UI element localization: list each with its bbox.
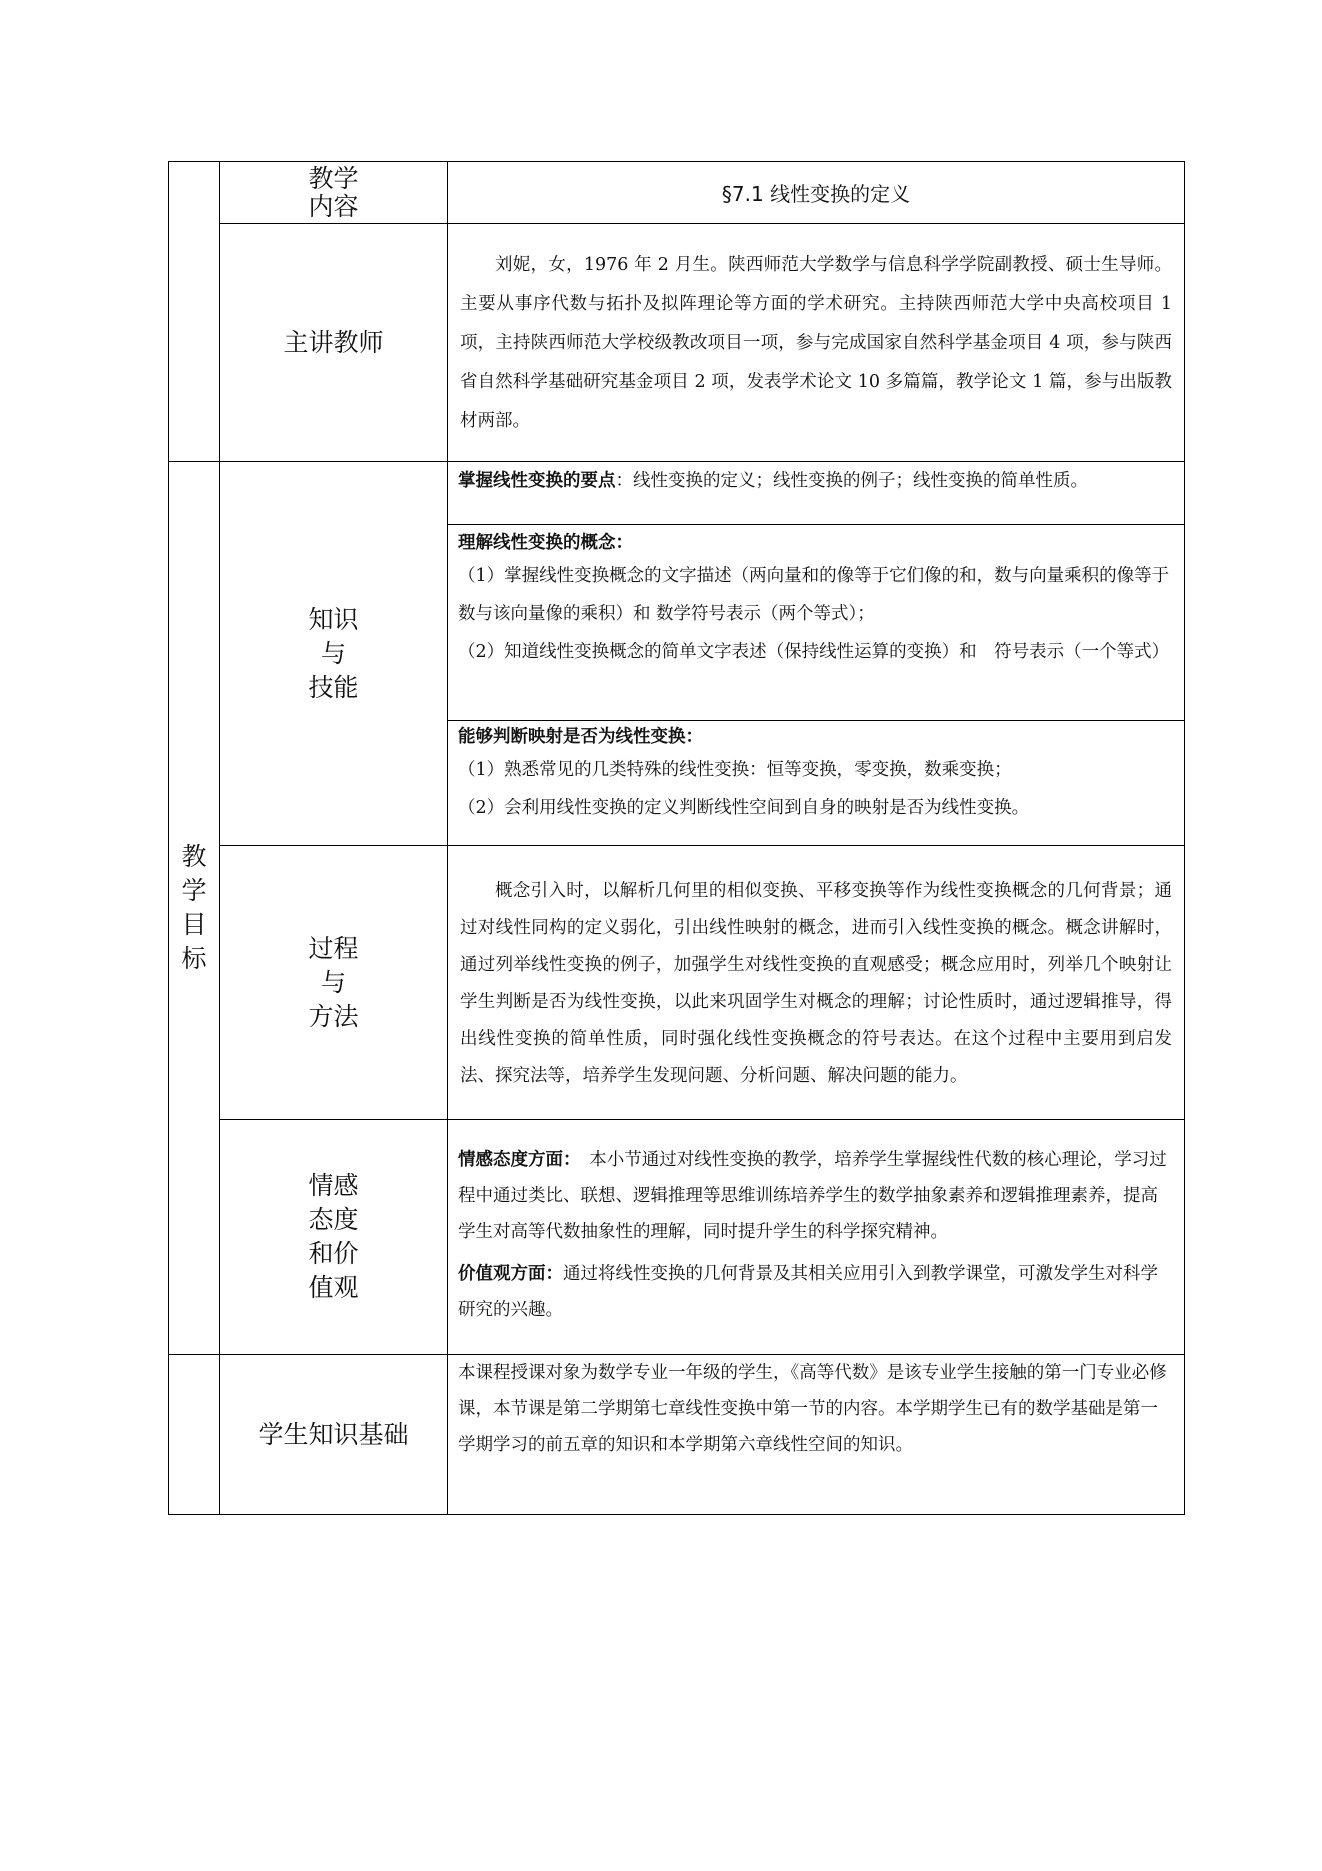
values-heading: 价值观方面：: [458, 1264, 563, 1284]
teacher-bio: 刘妮，女，1976 年 2 月生。陕西师范大学数学与信息科学学院副教授、硕士生导师。主要从事序代数与拓扑及拟阵理论等方面的学术研究。主持陕西师范大学中央高校项目 1 项，主持陕西师范大学校级教改项目一项，参与完成国家自然科学基金项目 4 项，参与陕西省自然科学基础研究基金项目 2 项，发表学术论文 10 多篇篇，教学论文 1 篇，参与出版教材两部。: [460, 255, 1172, 431]
emotion-cell: [448, 1120, 1185, 1355]
goals-char-1: 教: [181, 842, 207, 871]
emotion-label: [220, 1120, 448, 1355]
emotion-attitude-heading: 情感态度方面：: [458, 1150, 572, 1170]
content-row: [169, 162, 1185, 224]
emotion-label-line4: 值观: [308, 1273, 359, 1302]
knowledge-block-3-heading: 能够判断映射是否为线性变换：: [458, 726, 703, 747]
foundation-label: 学生知识基础: [220, 1355, 448, 1515]
process-label: [220, 846, 448, 1120]
foundation-row: [169, 1355, 1185, 1515]
knowledge-label-line2: 与: [320, 638, 346, 668]
knowledge-block-2-heading: 理解线性变换的概念：: [458, 532, 633, 553]
goals-char-3: 目: [181, 910, 207, 939]
process-cell: [448, 846, 1185, 1120]
lesson-plan-table: [168, 161, 1185, 1515]
goals-char-4: 标: [181, 944, 207, 973]
knowledge-row: [169, 462, 1185, 846]
teacher-bio-cell: [448, 224, 1185, 462]
emotion-attitude-paragraph: [448, 1140, 1184, 1256]
knowledge-block-1-text: ：线性变换的定义；线性变换的例子；线性变换的简单性质。: [615, 470, 1088, 491]
content-label-line2: 内容: [308, 191, 359, 221]
knowledge-block-3-item-1: （1）熟悉常见的几类特殊的线性变换：恒等变换，零变换，数乘变换；: [458, 759, 1012, 780]
teacher-label: 主讲教师: [220, 224, 448, 462]
knowledge-block-2-item-2: （2）知道线性变换概念的简单文字表述（保持线性运算的变换）和 符号表示（一个等式）: [458, 641, 1170, 662]
knowledge-block-3-item-2: （2）会利用线性变换的定义判断线性空间到自身的映射是否为线性变换。: [458, 797, 1030, 818]
process-text: 概念引入时，以解析几何里的相似变换、平移变换等作为线性变换概念的几何背景；通过对线性同构的定义弱化，引出线性映射的概念，进而引入线性变换的概念。概念讲解时，通过列举线性变换的例子，加强学生对线性变换的直观感受；概念应用时，列举几个映射让学生判断是否为线性变换，以此来巩固学生对概念的理解；讨论性质时，通过逻辑推导，得出线性变换的简单性质，同时强化线性变换概念的符号表达。在这个过程中主要用到启发法、探究法等，培养学生发现问题、分析问题、解决问题的能力。: [460, 880, 1172, 1086]
emotion-label-line1: 情感: [308, 1171, 359, 1200]
content-title: §7.1 线性变换的定义: [448, 162, 1185, 224]
emotion-row: [169, 1120, 1185, 1355]
goals-char-2: 学: [181, 876, 207, 905]
knowledge-label: [220, 462, 448, 846]
content-label: [220, 162, 448, 224]
foundation-text: 本课程授课对象为数学专业一年级的学生，《高等代数》是该专业学生接触的第一门专业必修课，本节课是第二学期第七章线性变换中第一节的内容。本学期学生已有的数学基础是第一学期学习的前五章的知识和本学期第六章线性空间的知识。: [458, 1363, 1167, 1455]
knowledge-block-2: [448, 524, 1184, 720]
knowledge-cell: [448, 462, 1185, 846]
emotion-label-line3: 和价: [308, 1239, 359, 1268]
process-label-line2: 与: [320, 967, 346, 997]
knowledge-label-line1: 知识: [308, 604, 359, 634]
process-label-line3: 方法: [308, 1001, 359, 1031]
knowledge-label-line3: 技能: [308, 672, 359, 702]
knowledge-block-1-heading: 掌握线性变换的要点: [458, 470, 616, 491]
goals-label: [169, 462, 220, 1355]
values-paragraph: [448, 1256, 1184, 1334]
knowledge-block-3: [448, 720, 1184, 844]
emotion-label-line2: 态度: [308, 1205, 359, 1234]
blank-cell-bottom: [169, 1355, 220, 1515]
process-label-line1: 过程: [308, 933, 359, 963]
foundation-cell: [448, 1355, 1185, 1515]
knowledge-block-1: [448, 464, 1184, 524]
process-row: [169, 846, 1185, 1120]
knowledge-block-2-item-1: （1）掌握线性变换概念的文字描述（两向量和的像等于它们像的和，数与向量乘积的像等于数与该向量像的乘积）和 数学符号表示（两个等式）；: [458, 565, 1170, 624]
values-text: 通过将线性变换的几何背景及其相关应用引入到教学课堂，可激发学生对科学研究的兴趣。: [458, 1264, 1158, 1320]
blank-cell-top: [169, 162, 220, 462]
content-label-line1: 教学: [308, 163, 359, 193]
emotion-attitude-text: 本小节通过对线性变换的教学，培养学生掌握线性代数的核心理论，学习过程中通过类比、联想、逻辑推理等思维训练培养学生的数学抽象素养和逻辑推理素养，提高学生对高等代数抽象性的理解，同时提升学生的科学探究精神。: [458, 1150, 1167, 1242]
teacher-row: [169, 224, 1185, 462]
